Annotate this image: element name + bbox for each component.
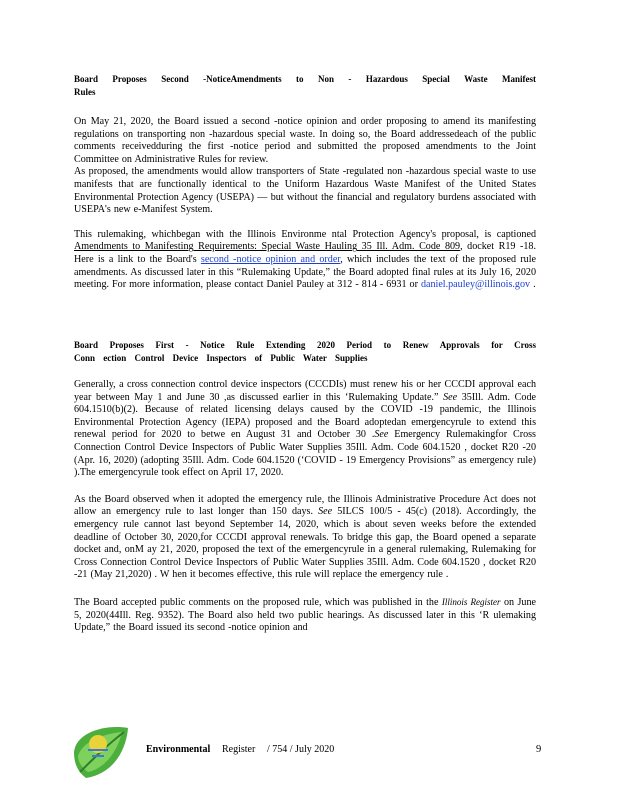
section1-heading-line2: Rules	[74, 87, 96, 97]
illinois-register-title: Illinois Register	[441, 596, 501, 607]
section2-heading-line1: Board Proposes First - Notice Rule Extending 2020 Period to Renew Approvals for Cross	[74, 340, 536, 350]
section2-p2-text-a: As the Board observed when it adopted the emergency rule, the Illinois Administrative Procedure Act does not allow an emergency rule to last longer than 150 days.	[74, 493, 536, 518]
footer-title: Environmental	[146, 744, 211, 755]
rulemaking-caption: Amendments to Manifesting Requirements: Special Waste Hauling 35 Ill. Adm. Code 809	[74, 241, 461, 253]
section1-paragraph-2: As proposed, the amendments would allow transporters of State -regulated non -hazardous special waste to use manifests that are functionally identical to the Uniform Hazardous Waste Manifest of the United States Environmental Protection Agency (USEPA) — but without the financial and regulatory burdens associated with USEPA's new e-Manifest System.	[74, 166, 536, 216]
page-number: 9	[536, 744, 542, 755]
section1-p3-text-d: .	[530, 279, 536, 291]
section1-p3-text-a: This rulemaking, whichbegan with the Illinois Environme ntal Protection Agency's proposal, is captioned	[74, 228, 536, 240]
section1-body	[74, 116, 536, 292]
section2-heading-cont	[74, 352, 536, 365]
footer-issue: / 754 / July 2020	[267, 744, 335, 755]
see-citation-signal: See	[374, 429, 389, 441]
section2-paragraph-2	[74, 494, 536, 582]
section1-paragraph-1: On May 21, 2020, the Board issued a second -notice opinion and order proposing to amend its manifesting regulations on transporting non -hazardous special waste. In doing so, the Board addressedeach of the public comments receivedduring the first -notice period and submitted the proposed amendments to the Joint Committee on Administrative Rules for review.	[74, 116, 536, 165]
section2-paragraph-1	[74, 379, 536, 480]
section2-p1-text-c: Emergency Rulemakingfor Cross Connection Control Device Inspectors of Public Water Supplies 35Ill. Adm. Code 604.1520 , docket R20 -20 (Apr. 16, 2020) (adopting 35Ill. Adm. Code 604.1520 (‘COVID - 19 Emergency Provisions” as emergency rule) ).The emergencyrule took effect on April 17, 2020.	[74, 429, 536, 479]
second-notice-opinion-link[interactable]: second -notice opinion and order	[200, 253, 341, 265]
see-citation-signal: See	[318, 506, 333, 518]
section1-p3-text-c: , which includes the text of the proposed rule amendments. As discussed later in this “Rulemaking Update,” the Board adopted final rules at its July 16, 2020 meeting. For more information, please contact Daniel Pauley at 312 - 814 - 6931 or	[74, 253, 537, 291]
section2-p2-text-b: 5ILCS 100/5 - 45(c) (2018). Accordingly, the emergency rule cannot last beyond September 14, 2020, which is about seven weeks before the extended deadline of October 30, 2020,for CCCDI approval renewals. To bridge this gap, the Board opened a separate docket and, onM ay 21, 2020, proposed the text of the emergencyrule in a general rulemaking, Rulemaking for Cross Connection Control Device Inspectors of Public Water Supplies 35Ill. Adm. Code 604.1520 , docket R20 -21 (May 21,2020) . W hen it becomes effective, this rule will replace the emergency rule .	[74, 506, 537, 581]
section2-p1-text-a: Generally, a cross connection control device inspectors (CCCDIs) must renew his or her CCCDI approval each year between May 1 and June 30 ,as discussed earlier in this ‘Rulemaking Update.”	[74, 379, 536, 403]
section2-p3-text-a: The Board accepted public comments on the proposed rule, which was published in the	[74, 596, 442, 608]
section1-paragraph-3	[74, 229, 536, 292]
section2-paragraph-3	[74, 596, 536, 635]
section2-heading	[74, 339, 536, 352]
section2-body	[74, 379, 536, 635]
email-link[interactable]: daniel.pauley@illinois.gov	[420, 279, 531, 291]
section1-p3-text-b: , docket R19 -18. Here is a link to the Board's	[74, 241, 536, 265]
section2-heading-line2: Conn ection Control Device Inspectors of Public Water Supplies	[74, 353, 368, 363]
leaf-logo-icon	[66, 722, 134, 784]
see-citation-signal: See	[443, 391, 458, 403]
section1-heading-line1: Board Proposes Second -NoticeAmendments to Non - Hazardous Special Waste Manifest	[74, 74, 536, 84]
section2-p3-text-b: on June 5, 2020(44Ill. Reg. 9352). The Board also held two public hearings. As discussed later in this ‘R ulemaking Update,” the Board issued its second -notice opinion and	[74, 596, 536, 634]
section2-p1-text-b: 35Ill. Adm. Code 604.1510(b)(2). Because of related licensing delays caused by the COVID -19 pandemic, the Illinois Environmental Protection Agency (IEPA) proposed and the Board adoptedan emergencyrule to extend this renewal period for 2020 to betwe en August 31 and October 30 .	[74, 391, 536, 441]
footer-register: Register	[222, 744, 256, 755]
section1-heading-cont	[74, 86, 536, 99]
section1-heading	[74, 73, 536, 86]
